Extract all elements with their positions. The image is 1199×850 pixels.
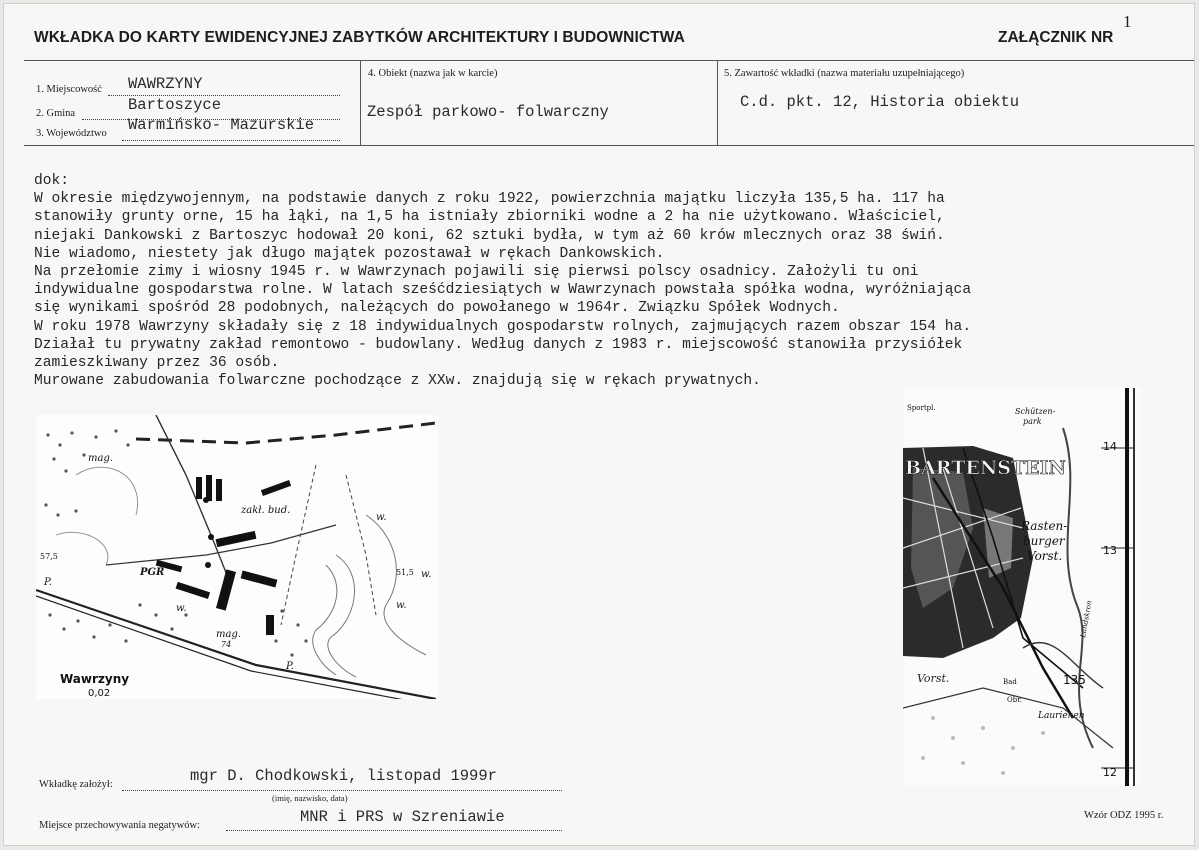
history-text xyxy=(34,172,1144,390)
commune-label: 2. Gmina xyxy=(36,108,76,119)
annex-label: ZAŁĄCZNIK NR xyxy=(998,29,1114,46)
map-label: park xyxy=(1023,417,1042,426)
map-label: w. xyxy=(176,603,187,614)
map-label: Vorst. xyxy=(1027,549,1063,563)
history-line: się wynikami spośród 28 podobnych, należących do powołanego w 1964r. Związku Spółek Wodnych. xyxy=(34,300,840,317)
map-label: Landskron xyxy=(1079,599,1094,639)
map-label: P. xyxy=(44,577,52,588)
map-label: 135 xyxy=(1063,673,1086,687)
founder-dots xyxy=(122,790,562,791)
map-label: PGR xyxy=(140,567,165,578)
history-line: zamieszkiwany przez 36 osób. xyxy=(34,355,280,372)
map-label: 13 xyxy=(1103,544,1117,557)
history-line: Nie wiadomo, niestety jak długo majątek pozostawał w rękach Dankowskich. xyxy=(34,245,665,262)
regional-map-drawing xyxy=(903,388,1141,786)
history-line: indywidualne gospodarstwa rolne. W latach sześćdziesiątych w Wawrzynach powstała spółka wodna, wyróżniająca xyxy=(34,282,972,299)
map-label: BARTENSTEIN xyxy=(905,457,1066,479)
column-divider-2 xyxy=(717,60,718,146)
card-title: WKŁADKA DO KARTY EWIDENCYJNEJ ZABYTKÓW ARCHITEKTURY I BUDOWNICTWA xyxy=(34,29,685,46)
founder-value: mgr D. Chodkowski, listopad 1999r xyxy=(190,767,497,785)
history-line: stanowiły grunty orne, 15 ha łąki, na 1,5 ha istniały zbiorniki wodne a 2 ha nie użytkowano. Właściciel, xyxy=(34,209,945,226)
map-label: 0,02 xyxy=(88,688,111,699)
map-label: Bad xyxy=(1003,678,1017,686)
map-label: 57,5 xyxy=(40,552,58,561)
history-line: Na przełomie zimy i wiosny 1945 r. w Wawrzynach pojawili się pierwsi polscy osadnicy. Założyli tu oni xyxy=(34,264,919,281)
storage-label: Miejsce przechowywania negatywów: xyxy=(39,820,200,831)
history-line: W okresie międzywojennym, na podstawie danych z roku 1922, powierzchnia majątku liczyła 135,5 ha. 117 ha xyxy=(34,191,945,208)
voivodeship-label: 3. Województwo xyxy=(36,128,107,139)
history-line: W roku 1978 Wawrzyny składały się z 18 indywidualnych gospodarstw rolnych, zajmujących razem obszar 154 ha. xyxy=(34,318,972,335)
history-line: dok: xyxy=(34,173,70,189)
map-label: 51,5 xyxy=(396,568,414,577)
map-label: Wawrzyny xyxy=(60,672,130,686)
locality-label: 1. Miejscowość xyxy=(36,84,102,95)
map-label: burger xyxy=(1023,534,1065,548)
map-label: Rasten- xyxy=(1021,519,1068,533)
voivodeship-value: Warmińsko- Mazurskie xyxy=(128,116,315,134)
annex-number: 1 xyxy=(1123,12,1132,31)
map-label: mag. xyxy=(88,453,114,464)
history-line: Murowane zabudowania folwarczne pochodzące z XXw. znajdują się w rękach prywatnych. xyxy=(34,373,761,390)
map-label: 12 xyxy=(1103,766,1117,779)
storage-value: MNR i PRS w Szreniawie xyxy=(300,808,505,826)
content-value: C.d. pkt. 12, Historia obiektu xyxy=(740,93,1020,111)
column-divider-1 xyxy=(360,60,361,146)
map-label: w. xyxy=(376,512,387,523)
map-label: P. xyxy=(286,661,294,672)
founder-label: Wkładkę założył: xyxy=(39,779,113,790)
map-label: Laurienen xyxy=(1038,711,1085,721)
history-line: Działał tu prywatny zakład remontowo - budowlany. Według danych z 1983 r. miejscowość stanowiła przysiółek xyxy=(34,336,963,353)
history-line: niejaki Dankowski z Bartoszyc hodował 20 koni, 62 sztuki bydła, w tym aż 60 krów mlecznych oraz 38 świń. xyxy=(34,227,945,244)
map-label: 74 xyxy=(221,640,232,649)
local-map-drawing xyxy=(36,415,438,699)
locality-value: WAWRZYNY xyxy=(128,75,203,93)
map-label: Vorst. xyxy=(917,672,950,685)
fields-divider xyxy=(24,145,1194,146)
founder-sub: (imię, nazwisko, data) xyxy=(272,793,348,803)
map-label: w. xyxy=(421,569,432,580)
regional-map xyxy=(903,388,1141,786)
storage-dots xyxy=(226,830,562,831)
map-label: w. xyxy=(396,600,407,611)
object-label: 4. Obiekt (nazwa jak w karcie) xyxy=(368,68,498,79)
object-value: Zespół parkowo- folwarczny xyxy=(367,103,609,121)
record-card xyxy=(3,3,1195,846)
header-divider xyxy=(24,60,1194,61)
form-model: Wzór ODZ 1995 r. xyxy=(1084,810,1164,821)
commune-value: Bartoszyce xyxy=(128,96,222,114)
map-label: mag. xyxy=(216,629,242,640)
voivodeship-dots xyxy=(122,140,340,141)
content-label: 5. Zawartość wkładki (nazwa materiału uzupełniającego) xyxy=(724,68,965,79)
map-label: 14 xyxy=(1103,440,1117,453)
map-label: Schützen- xyxy=(1015,407,1056,416)
map-label: zakł. bud. xyxy=(241,505,291,516)
map-label: Obr. xyxy=(1007,696,1023,704)
local-map xyxy=(36,415,438,699)
map-label: Sportpl. xyxy=(907,404,936,412)
